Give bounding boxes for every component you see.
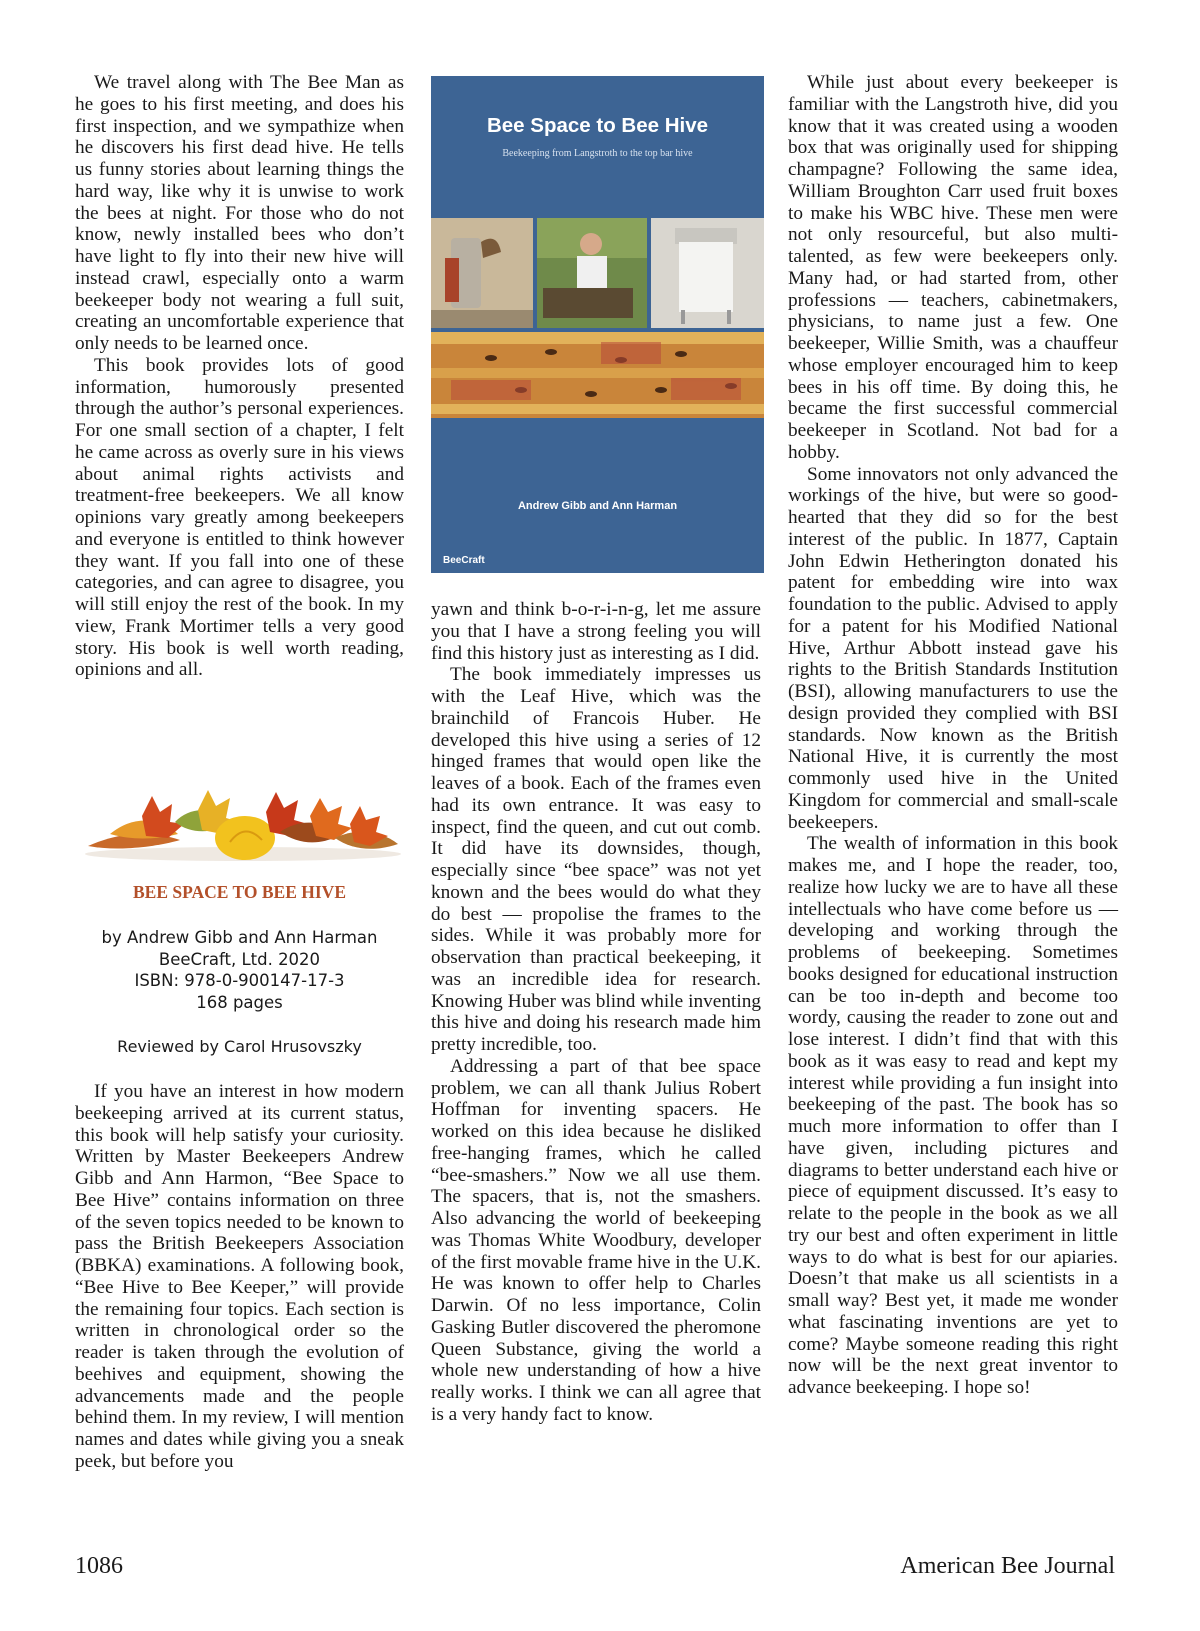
column-2	[431, 599, 761, 1426]
book-authors: by Andrew Gibb and Ann Harman	[101, 928, 378, 947]
book-pages: 168 pages	[196, 992, 283, 1012]
review-title: BEE SPACE TO BEE HIVE	[133, 882, 346, 902]
book-publisher: BeeCraft, Ltd. 2020	[158, 949, 321, 969]
cover-publisher-logo: BeeCraft	[443, 555, 485, 566]
autumn-leaves-icon	[80, 782, 406, 880]
column-1-top	[75, 72, 404, 681]
paragraph: Some innovators not only advanced the workings of the hive, but were so good-hearted that they did so for the best interest of the public. In 1877, Captain John Edwin Hetherington donated his patent for embedding wire into wax foundation to the public. Advised to apply for a patent for his Modified National Hive, Arthur Abbott instead gave his rights to the British Standards Institution (BSI), allowing manufacturers to use the design provided they complied with BSI standards. Now known as the British National Hive, it is currently the most commonly used hive in the United Kingdom for commercial and small-scale beekeepers.	[788, 463, 1118, 833]
paragraph: We travel along with The Bee Man as he goes to his first meeting, and does his first inspection, and we sympathize when he discovers his first dead hive. He tells us funny stories about learning things the hard way, like why it is unwise to work the bees at night. For those who do not know, newly installed bees who don’t have light to fly into their new hive will instead crawl, especially onto a warm beekeeper body not wearing a full suit, creating an uncomfortable experience that only needs to be learned once.	[75, 72, 404, 354]
reviewer-credit: Reviewed by Carol Hrusovszky	[117, 1037, 362, 1056]
book-details	[75, 927, 404, 1013]
book-cover-image	[431, 76, 764, 573]
cover-photos-icon	[431, 218, 764, 418]
page-number: 1086	[75, 1553, 123, 1579]
journal-name: American Bee Journal	[900, 1553, 1115, 1579]
paragraph: While just about every beekeeper is familiar with the Langstroth hive, did you know that it was created using a wooden box that was originally used for shipping champagne? Following the same idea, William Broughton Carr used fruit boxes to make his WBC hive. These men were not only resourceful, but also multi-talented, as few were beekeepers only. Many had, or had started from, other professions — teachers, cabinetmakers, physicians, to name just a few. One beekeeper, Willie Smith, was a chauffeur whose employer encouraged him to keep bees in his off time. By doing this, he became the first successful commercial beekeeper in Scotland. Not bad for a hobby.	[788, 72, 1118, 463]
paragraph: If you have an interest in how modern beekeeping arrived at its current status, this book will help satisfy your curiosity. Written by Master Beekeepers Andrew Gibb and Ann Harmon, “Bee Space to Bee Hive” contains information on three of the seven topics needed to be known to pass the British Beekeepers Association (BBKA) examinations. A following book, “Bee Hive to Bee Keeper,” will provide the remaining four topics. Each section is written in chronological order so the reader is taken through the evolution of beehives and equipment, showing the advancements made and the people behind them. In my review, I will mention names and dates while giving you a sneak peek, but before you	[75, 1081, 404, 1472]
cover-subtitle: Beekeeping from Langstroth to the top bar hive	[502, 148, 693, 159]
paragraph: The book immediately impresses us with the Leaf Hive, which was the brainchild of Francois Huber. He developed this hive using a series of 12 hinged frames that would open like the leaves of a book. Each of the frames even had its own entrance. It was easy to inspect, find the queen, and cut out comb. It did have its downsides, though, especially since “bee space” was not yet known and the bees would do what they do best — propolise the frames to the sides. While it was probably more for observation than practical beekeeping, it was an incredible idea for research. Knowing Huber was blind while inventing this hive and doing his research made him pretty incredible, too.	[431, 664, 761, 1055]
paragraph: Addressing a part of that bee space problem, we can all thank Julius Robert Hoffman for inventing spacers. He worked on this idea because he disliked free-hanging frames, which he called “bee-smashers.” Now we all use them. The spacers, that is, not the smashers. Also advancing the world of beekeeping was Thomas White Woodbury, developer of the first movable frame hive in the U.K. He was known to offer help to Charles Darwin. Of no less importance, Colin Gasking Butler discovered the pheromone Queen Substance, giving the world a whole new understanding of how a hive really works. I think we can all agree that is a very handy fact to know.	[431, 1055, 761, 1425]
paragraph: The wealth of information in this book makes me, and I hope the reader, too, realize how lucky we are to have all these intellectuals who have come before us — developing and working through the problems of beekeeping. Sometimes books designed for educational instruction can be too in-depth and become too wordy, causing the reader to zone out and lose interest. I didn’t find that with this book as it was easy to read and kept my interest while providing a fun insight into beekeeping of the past. The book has so much more information to offer than I have given, including pictures and diagrams to better understand each hive or piece of equipment discussed. It’s easy to relate to the people in the book as we all try our best and often experiment in little ways to do what is best for our apiaries. Doesn’t that make us all scientists in a small way? Best yet, it made me wonder what fascinating inventions are yet to come? Maybe someone reading this right now will be the next great inventor to advance beekeeping. I hope so!	[788, 833, 1118, 1398]
paragraph: yawn and think b-o-r-i-n-g, let me assure you that I have a strong feeling you will find this history just as interesting as I did.	[431, 599, 761, 664]
book-isbn: ISBN: 978-0-900147-17-3	[134, 971, 345, 991]
cover-title: Bee Space to Bee Hive	[486, 114, 709, 137]
cover-authors: Andrew Gibb and Ann Harman	[517, 500, 678, 512]
paragraph: This book provides lots of good information, humorously presented through the author’s personal experiences. For one small section of a chapter, I felt he came across as overly sure in his views about animal rights activists and treatment-free beekeepers. We all know opinions vary greatly among beekeepers and everyone is entitled to think however they want. If you fall into one of these categories, and can agree to disagree, you will still enjoy the rest of the book. In my view, Frank Mortimer tells a very good story. His book is well worth reading, opinions and all.	[75, 354, 404, 681]
column-3	[788, 72, 1118, 1399]
column-1-bottom	[75, 1081, 404, 1473]
